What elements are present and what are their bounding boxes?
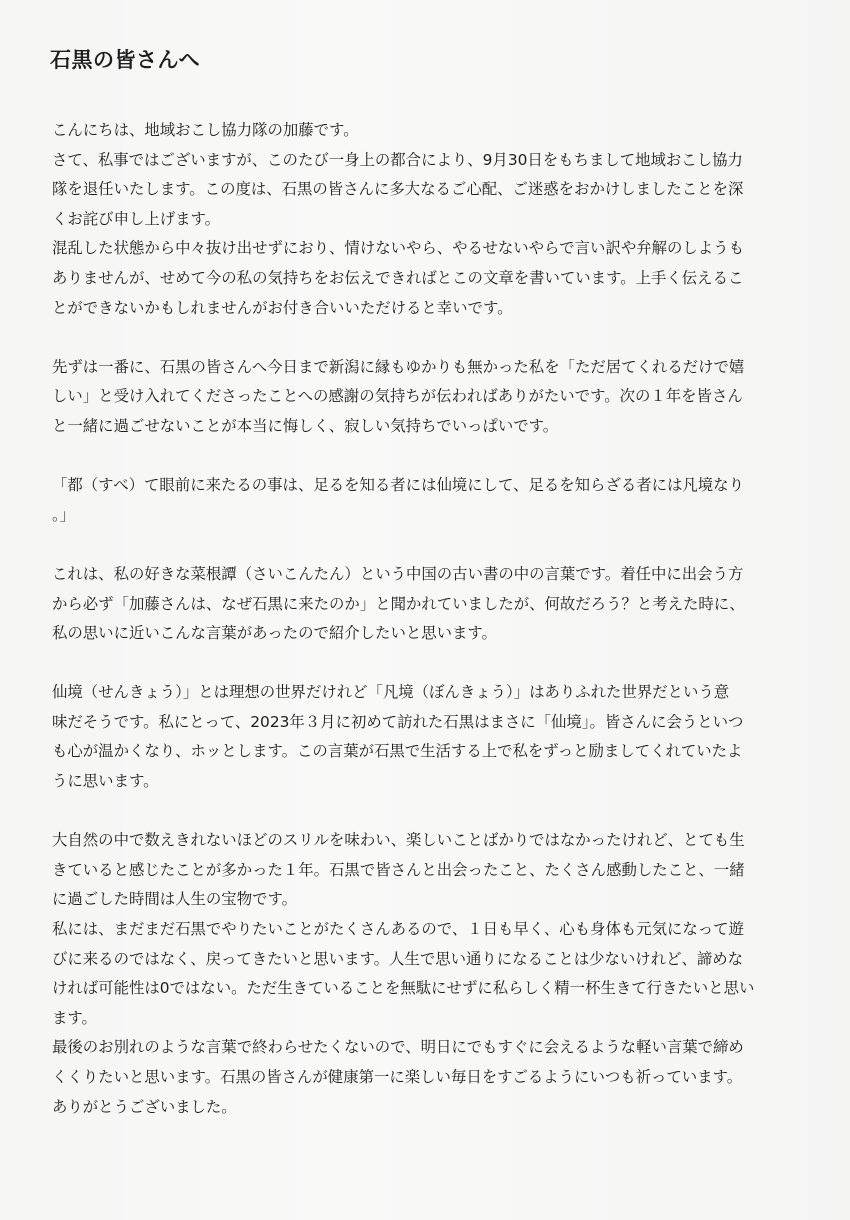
text-line: きていると感じたことが多かった１年。石黒で皆さんと出会ったこと、たくさん感動したこと、一緒 — [52, 860, 745, 879]
paragraph-gap — [52, 797, 842, 827]
paragraph-gap — [52, 323, 842, 353]
text-line: くくりたいと思います。石黒の皆さんが健康第一に楽しい毎日をすごるようにいつも祈っています。 — [52, 1068, 743, 1086]
text-line: 大自然の中で数えきれないほどのスリルを味わい、楽しいことばかりではなかったけれど、とても生 — [52, 831, 745, 850]
text-line: 最後のお別れのような言葉で終わらせたくないので、明日にでもすぐに会えるような軽い言葉で締め — [52, 1038, 744, 1057]
text-line: くお詫び申し上げます。 — [52, 209, 221, 228]
text-line: とができないかもしれませんがお付き合いいただけると幸いです。 — [52, 298, 513, 317]
text-line: ます。 — [52, 1008, 97, 1027]
paragraph — [52, 116, 842, 146]
paragraph — [52, 678, 842, 796]
text-line: びに来るのではなく、戻ってきたいと思います。人生で思い通りになることは少ないけれど、諦めな — [52, 949, 744, 968]
paragraph — [52, 826, 842, 915]
text-line: に過ごした時間は人生の宝物です。 — [52, 890, 298, 909]
text-line: 隊を退任いたします。この度は、石黒の皆さんに多大なるご心配、ご迷惑をおかけしましたことを深 — [52, 180, 744, 199]
text-line: から必ず「加藤さんは、なぜ石黒に来たのか」と聞かれていましたが、何故だろう？と考えた時に、 — [52, 594, 745, 613]
text-line: さて、私事ではございますが、このたび一身上の都合により、9月30日をもちまして地域おこし協力 — [52, 150, 743, 169]
paragraph — [52, 915, 842, 1033]
text-line: 仙境（せんきょう）」とは理想の世界だけれど「凡境（ぼんきょう）」はありふれた世界だという意 — [52, 683, 730, 702]
text-line: と一緒に過ごせないことが本当に悔しく、寂しい気持ちでいっぱいです。 — [52, 416, 559, 435]
text-line: こんにちは、地域おこし協力隊の加藤です。 — [52, 121, 359, 139]
letter-body — [52, 116, 842, 1122]
text-line: うに思います。 — [52, 772, 159, 791]
paragraph-gap — [52, 530, 842, 560]
text-line: 「都（すべ）て眼前に来たるの事は、足るを知る者には仙境にして、足るを知らざる者には凡境なり — [52, 476, 744, 495]
text-line: 。」 — [52, 505, 76, 524]
text-line: ありませんが、せめて今の私の気持ちをお伝えできればとこの文章を書いています。上手く伝えるこ — [52, 268, 744, 287]
text-line: 私の思いに近いこんな言葉があったので紹介したいと思います。 — [52, 624, 497, 643]
paragraph — [52, 146, 842, 235]
letter-title: 石黒の皆さんへ — [50, 48, 201, 72]
text-line: 味だそうです。私にとって、2023年３月に初めて訪れた石黒はまさに「仙境」。皆さんに会うといつ — [52, 712, 744, 731]
text-line: 先ずは一番に、石黒の皆さんへ今日まで新潟に縁もゆかりも無かった私を「ただ居てくれるだけで嬉 — [52, 357, 745, 376]
text-line: これは、私の好きな菜根譚（さいこんたん）という中国の古い書の中の言葉です。着任中に出会う方 — [52, 564, 744, 583]
text-line: しい」と受け入れてくださったことへの感謝の気持ちが伝わればありがたいです。次の１年を皆さん — [52, 387, 743, 406]
paragraph — [52, 353, 842, 442]
paragraph — [52, 471, 842, 530]
text-line: 私には、まだまだ石黒でやりたいことがたくさんあるので、１日も早く、心も身体も元気になって遊 — [52, 920, 744, 939]
paragraph-gap — [52, 442, 842, 472]
text-line: 混乱した状態から中々抜け出せずにおり、情けないやら、やるせないやらで言い訳や弁解のしようも — [52, 239, 744, 258]
paragraph — [52, 560, 842, 649]
paragraph-gap — [52, 649, 842, 679]
text-line: ければ可能性は0ではない。ただ生きていることを無駄にせずに私らしく精一杯生きて行きたいと思い — [52, 979, 755, 998]
text-line: も心が温かくなり、ホッとします。この言葉が石黒で生活する上で私をずっと励ましてくれていたよ — [52, 742, 743, 761]
text-line: ありがとうございました。 — [52, 1097, 237, 1116]
paragraph — [52, 234, 842, 323]
paragraph — [52, 1033, 842, 1122]
